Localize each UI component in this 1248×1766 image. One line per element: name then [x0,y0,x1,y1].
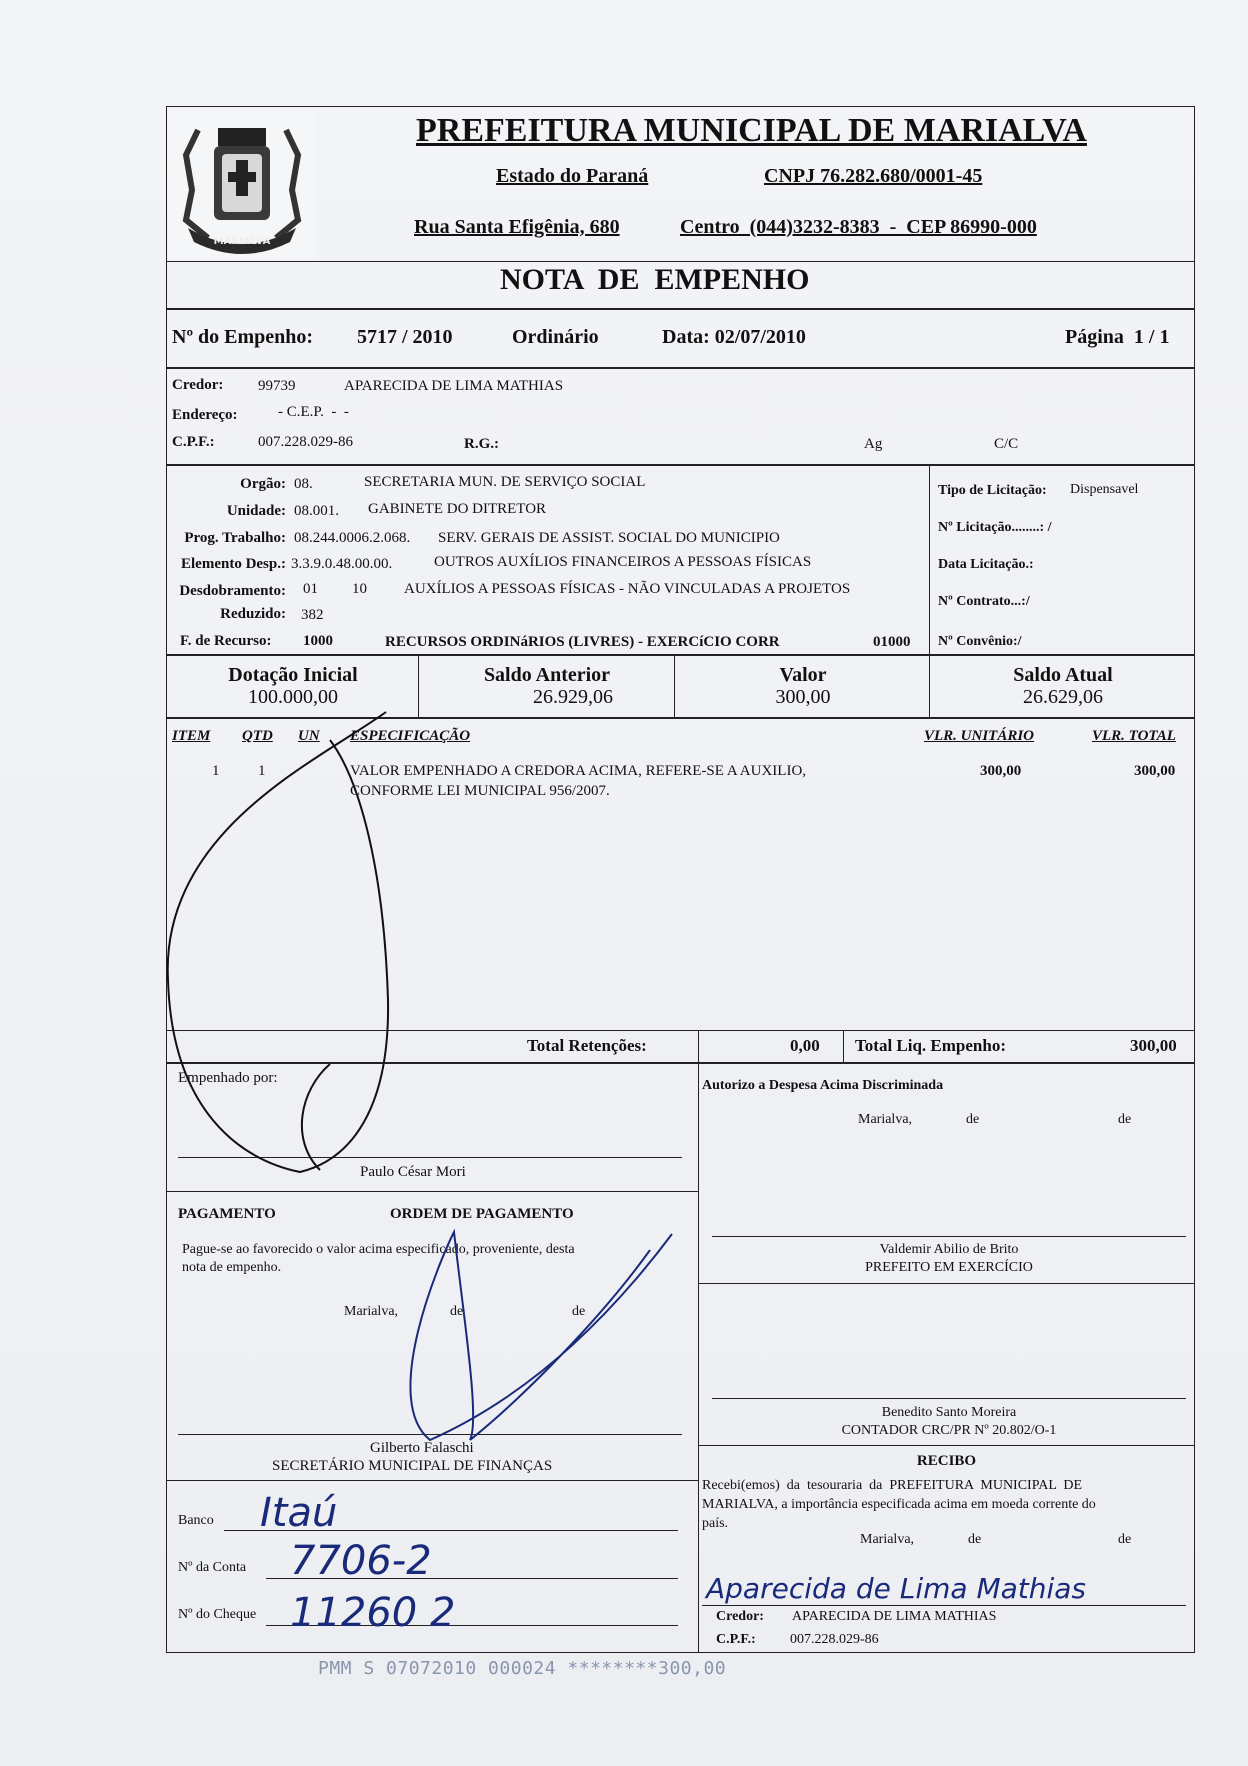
empenho-number: 5717 / 2010 [357,326,453,348]
desdobramento-name: AUXÍLIOS A PESSOAS FÍSICAS - NÃO VINCULADAS A PROJETOS [404,581,851,597]
autorizo-title: Autorizo a Despesa Acima Discriminada [702,1078,944,1093]
licitacao-convenio: Nº Convênio:/ [938,634,1022,649]
empenhado-label: Empenhado por: [178,1070,278,1086]
recibo-credor-name: APARECIDA DE LIMA MATHIAS [792,1609,997,1624]
contador-role: CONTADOR CRC/PR Nº 20.802/O-1 [841,1423,1057,1438]
conta-handwritten: 7706-2 [290,1538,432,1584]
col-header-qtd: QTD [242,728,273,744]
elemento-name: OUTROS AUXÍLIOS FINANCEIROS A PESSOAS FÍSICAS [434,554,812,570]
recurso-code: 1000 [303,633,333,649]
page-number: Página 1 / 1 [1065,326,1170,348]
recurso-sub: 01000 [873,634,911,650]
prefeito-name: Valdemir Abilio de Brito [879,1242,1019,1257]
row-description-line1: VALOR EMPENHADO A CREDORA ACIMA, REFERE-SE A AUXILIO, [350,763,807,779]
address: Rua Santa Efigênia, 680 [414,216,620,238]
col-header-un: UN [298,728,320,744]
licitacao-numero: Nº Licitação........: / [938,520,1052,535]
contact-info: Centro (044)3232-8383 - CEP 86990-000 [680,216,1037,238]
recibo-title: RECIBO [916,1453,977,1469]
row-vlr-total: 300,00 [1134,763,1176,779]
document-title: NOTA DE EMPENHO [500,263,810,296]
recibo-city: Marialva, [860,1532,915,1547]
pagamento-city: Marialva, [344,1304,399,1319]
credor-label: Credor: [172,377,224,393]
unidade-code: 08.001. [294,503,339,519]
state-name: Estado do Paraná [496,165,649,187]
dotacao-value: 100.000,00 [248,686,338,708]
prog-code: 08.244.0006.2.068. [294,530,411,546]
unidade-name: GABINETE DO DITRETOR [368,501,547,517]
saldo-anterior-label: Saldo Anterior [483,664,611,686]
col-header-vlr-total: VLR. TOTAL [1092,728,1176,744]
coat-of-arms-banner: MARIALVA [213,236,271,247]
col-header-item: ITEM [172,728,211,744]
empenho-type: Ordinário [512,326,599,348]
endereco-value: - C.E.P. - - [278,404,349,420]
pagamento-label: PAGAMENTO [178,1206,276,1222]
row-vlr-unitario: 300,00 [980,763,1022,779]
orgao-name: SECRETARIA MUN. DE SERVIÇO SOCIAL [364,474,646,490]
row-item: 1 [212,763,220,779]
banco-handwritten: Itaú [260,1490,338,1536]
endereco-label: Endereço: [172,407,238,423]
rg-label: R.G.: [464,436,499,452]
cheque-handwritten: 11260 2 [290,1590,456,1636]
elemento-label: Elemento Desp.: [181,556,286,572]
contador-name: Benedito Santo Moreira [881,1405,1017,1420]
recibo-de1: de [968,1532,982,1547]
prefeito-role: PREFEITO EM EXERCÍCIO [865,1260,1033,1275]
pagamento-de2: de [572,1304,586,1319]
saldo-anterior-value: 26.929,06 [533,686,613,708]
prog-label: Prog. Trabalho: [184,530,286,546]
pagamento-text-line2: nota de empenho. [182,1260,282,1275]
col-header-especificacao: ESPECIFICAÇÃO [350,728,471,744]
cpf-label: C.P.F.: [172,434,215,450]
liq-value: 300,00 [1130,1036,1177,1055]
secretario-name: Gilberto Falaschi [370,1440,474,1456]
liq-label: Total Liq. Empenho: [855,1036,1006,1055]
retencoes-label: Total Retenções: [527,1036,647,1055]
cc-label: C/C [994,436,1019,452]
licitacao-tipo-label: Tipo de Licitação: [938,483,1047,498]
recibo-credor-label: Credor: [716,1609,764,1624]
desdobramento-b: 10 [352,581,367,597]
recurso-name: RECURSOS ORDINáRIOS (LIVRES) - EXERCíCIO CORR [385,634,780,650]
autorizo-de2: de [1118,1112,1132,1127]
desdobramento-label: Desdobramento: [179,583,286,599]
elemento-code: 3.3.9.0.48.00.00. [291,556,393,572]
recibo-text-line1: Recebi(emos) da tesouraria da PREFEITURA MUNICIPAL DE [702,1478,1083,1493]
cheque-label: Nº do Cheque [178,1607,257,1622]
licitacao-contrato: Nº Contrato...:/ [938,594,1030,609]
prog-name: SERV. GERAIS DE ASSIST. SOCIAL DO MUNICIPIO [438,530,780,546]
credor-signature: Aparecida de Lima Mathias [706,1572,1087,1605]
saldo-atual-label: Saldo Atual [1013,664,1113,686]
col-header-vlr-unitario: VLR. UNITÁRIO [924,728,1035,744]
licitacao-tipo-value: Dispensavel [1070,482,1139,497]
ag-label: Ag [864,436,883,452]
empenhado-signer: Paulo César Mori [360,1164,466,1180]
pagamento-text-line1: Pague-se ao favorecido o valor acima especificado, proveniente, desta [182,1242,575,1257]
orgao-code: 08. [294,476,313,492]
recibo-cpf-value: 007.228.029-86 [790,1632,879,1647]
credor-code: 99739 [258,378,296,394]
desdobramento-a: 01 [303,581,318,597]
cnpj: CNPJ 76.282.680/0001-45 [764,165,983,187]
autorizo-de1: de [966,1112,980,1127]
payment-stamp: PMM S 07072010 000024 ********300,00 [318,1658,727,1679]
autorizo-city: Marialva, [858,1112,913,1127]
unidade-label: Unidade: [226,503,286,519]
coat-of-arms-icon [168,110,316,258]
empenho-number-label: Nº do Empenho: [172,326,314,348]
conta-label: Nº da Conta [178,1560,247,1575]
credor-name: APARECIDA DE LIMA MATHIAS [344,378,564,394]
recibo-cpf-label: C.P.F.: [716,1632,756,1647]
cpf-value: 007.228.029-86 [258,434,353,450]
reduzido-label: Reduzido: [220,606,286,622]
recibo-text-line3: país. [702,1516,729,1531]
ordem-pagamento-label: ORDEM DE PAGAMENTO [390,1206,574,1222]
empenho-date: Data: 02/07/2010 [662,326,806,348]
valor-value: 300,00 [775,686,831,708]
reduzido-value: 382 [301,607,324,623]
secretario-role: SECRETÁRIO MUNICIPAL DE FINANÇAS [272,1458,553,1474]
row-description-line2: CONFORME LEI MUNICIPAL 956/2007. [350,783,610,799]
recibo-de2: de [1118,1532,1132,1547]
pagamento-de1: de [450,1304,464,1319]
row-qtd: 1 [258,763,266,779]
valor-label: Valor [779,664,827,686]
recibo-text-line2: MARIALVA, a importância especificada acima em moeda corrente do [702,1497,1096,1512]
recurso-label: F. de Recurso: [180,633,272,649]
banco-label: Banco [178,1513,214,1528]
orgao-label: Orgão: [240,476,286,492]
licitacao-data: Data Licitação.: [938,557,1034,572]
saldo-atual-value: 26.629,06 [1023,686,1103,708]
retencoes-value: 0,00 [790,1036,820,1055]
dotacao-label: Dotação Inicial [228,664,358,686]
page-title: PREFEITURA MUNICIPAL DE MARIALVA [416,112,1087,149]
